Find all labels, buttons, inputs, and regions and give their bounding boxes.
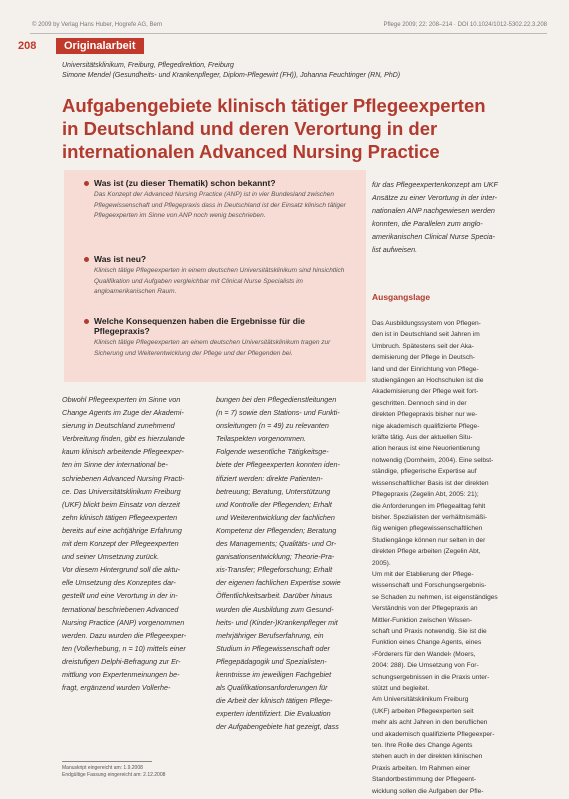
text-line: wissenschaft und Forschungsergebnis-	[372, 582, 487, 590]
text-line: Studium in Pflegewissenschaft oder	[216, 643, 330, 653]
text-line: wurden die Ausbildung zum Gesund-	[216, 604, 334, 614]
text-line: Umbruch. Spätestens seit der Aka-	[372, 342, 474, 350]
text-line: stehen auch in der direkten klinischen	[372, 753, 483, 761]
text-line: bisher. Spezialisten der verhältnismäßi-	[372, 513, 488, 521]
text-line: ten (Vollerhebung, n = 10) mittels einer	[62, 643, 186, 653]
text-line: sierung in Deutschland zunehmend	[62, 421, 175, 431]
text-line: studiengängen an Hochschulen ist die	[372, 377, 484, 385]
text-line: und akademisch qualifizierte Pflegeexper-	[372, 730, 495, 738]
affiliation-line: Universitätsklinikum, Freiburg, Pflegedirektion, Freiburg	[62, 62, 234, 69]
text-line: fragt, ergänzend wurden Vollerhe-	[62, 683, 171, 693]
text-line: werden. Dazu wurden die Pflegeexper-	[62, 630, 187, 640]
text-line: und Kontrolle der Pflegenden; Erhalt	[216, 499, 332, 509]
title-line: in Deutschland und deren Verortung in der	[62, 118, 438, 139]
text-line: Praxis arbeiten. Im Rahmen einer	[372, 764, 471, 772]
text-line: land und der Einrichtung von Pflege-	[372, 365, 479, 373]
text-line: kräfte tätig. Aus der aktuellen Situ-	[372, 434, 473, 442]
abstract-column-middle	[216, 393, 368, 733]
text-line: Pflegepädagogik und Spezialisten-	[216, 656, 327, 666]
running-header-left: © 2009 by Verlag Hans Huber, Hogrefe AG, Bern	[32, 22, 163, 28]
key-point	[84, 254, 356, 298]
text-line: zehn klinisch tätigen Pflegeexperten	[62, 512, 178, 522]
abstract-column-left	[62, 393, 212, 694]
text-line: ternational beschriebenen Advanced	[62, 604, 179, 614]
text-line: Obwohl Pflegeexperten im Sinne von	[62, 395, 181, 404]
text-line: elle Umsetzung des Konzeptes dar-	[62, 578, 176, 588]
key-point-answer: Das Konzept der Advanced Nursing Practice (ANP) ist in vier Bundesland zwischen Pflegewissenschaft und Pflegepraxis dass in Deutschland ist der Einsatz klinisch tätiger Pflegeexperten im Sinne von ANP noch wenig beschrieben.	[94, 191, 346, 219]
text-line: kenntnisse im jeweiligen Fachgebiet	[216, 669, 332, 679]
text-line: (UKF) blickt beim Einsatz von derzeit	[62, 499, 180, 509]
text-line: ten im Sinne der international be-	[62, 460, 168, 470]
text-line: demisierung der Pflege in Deutsch-	[372, 354, 475, 362]
text-line: direkten Pflege arbeiten (Zegelin Abt,	[372, 548, 481, 556]
text-line: Pflegepraxis (Zegelin Abt, 2005: 21);	[372, 491, 479, 499]
text-line: Akademisierung der Pflege weit fort-	[372, 388, 479, 396]
title-line: internationalen Advanced Nursing Practice	[62, 141, 440, 162]
text-line: und Weiterentwicklung der fachlichen	[216, 512, 335, 522]
key-point-question: Welche Konsequenzen haben die Ergebnisse für die Pflegepraxis?	[84, 316, 356, 336]
text-line: dreistufigen Delphi-Befragung zur Er-	[62, 656, 181, 666]
key-point-question: Was ist neu?	[84, 254, 356, 264]
text-line: 2004: 288). Die Umsetzung von For-	[372, 662, 479, 670]
text-line: Öffentlichkeitsarbeit. Darüber hinaus	[216, 591, 333, 601]
running-header-right: Pflege 2009; 22: 208–214 · DOI 10.1024/1012-5302.22.3.208	[383, 22, 547, 28]
text-line: kaum klinisch arbeitende Pflegeexper-	[62, 447, 184, 457]
text-line: Verbreitung finden, gibt es hierzulande	[62, 434, 185, 444]
text-line: Studiengänge können nur selten in der	[372, 536, 486, 544]
text-line: ständige, pflegerische Expertise auf	[372, 468, 477, 476]
text-line: xis-Transfer; Pflegeforschung; Erhalt	[216, 565, 333, 575]
affiliation-line: Simone Mendel (Gesundheits- und Krankenpfleger, Diplom-Pflegewirt (FH)), Johanna Feuchtinger (RN, PhD)	[62, 72, 401, 79]
text-line: amerikanischen Clinical Nurse Specia-	[372, 232, 496, 242]
text-line: 2005).	[372, 559, 391, 567]
key-point-answer: Klinisch tätige Pflegeexperten in einem deutschen Universitätsklinikum sind hinsichtlich Qualifikation und Aufgaben vergleichbar mit Clinical Nurse Specialists im angloamerikanischen Raum.	[94, 267, 345, 295]
text-line: (UKF) arbeiten Pflegeexperten seit	[372, 707, 474, 715]
text-line: Funktion eines Change Agents, eines	[372, 639, 482, 647]
title-line: Aufgabengebiete klinisch tätiger Pflegeexperten	[62, 95, 486, 116]
text-line: Teilaspekten vorgenommen.	[216, 434, 307, 444]
abstract-column-right-top	[372, 178, 540, 257]
text-line: Vor diesem Hintergrund soll die aktu-	[62, 565, 180, 575]
text-line: gestellt und eine Verortung in der in-	[62, 591, 178, 601]
text-line: die Arbeit der klinisch tätigen Pflege-	[216, 696, 333, 706]
text-line: notwendig (Dornheim, 2004). Eine selbst-	[372, 456, 494, 464]
page-number: 208	[18, 40, 37, 52]
text-line: Um mit der Etablierung der Pflege-	[372, 570, 474, 578]
text-line: Ansätze zu einer Verortung in der inter-	[372, 193, 498, 203]
text-line: list aufweisen.	[372, 245, 418, 255]
text-line: und seiner Umsetzung zurück.	[62, 552, 160, 562]
footnote-rule	[62, 761, 152, 762]
footnote: Manuskript eingereicht am: 1.9.2008	[62, 765, 143, 771]
footnotes	[62, 765, 165, 779]
key-point-answer: Klinisch tätige Pflegeexperten an einem deutschen Universitätsklinikum tragen zur Sicherung und Weiterentwicklung der Pflege und der Pflegenden bei.	[94, 339, 331, 357]
text-line: Verständnis von der Pflegepraxis an	[372, 605, 478, 613]
text-line: geschritten. Dennoch sind in der	[372, 399, 467, 407]
text-line: bungen bei den Pflegedienstleitungen	[216, 395, 337, 404]
text-line: konnten, die Parallelen zum anglo-	[372, 219, 483, 229]
text-line: des Managements; Qualitäts- und Or-	[216, 539, 337, 549]
text-line: experten identifiziert. Die Evaluation	[216, 709, 331, 719]
text-line: wissenschaftlicher Basis ist der direkten	[372, 479, 489, 487]
text-line: ßig wenigen pflegewissenschaftlichen	[372, 525, 483, 533]
text-line: den ist in Deutschland seit Jahren im	[372, 331, 480, 339]
text-line: heits- und (Kinder-)Krankenpfleger mit	[216, 617, 338, 627]
section-tag: Originalarbeit	[56, 38, 144, 54]
text-line: ation heraus ist eine Neuorientierung	[372, 445, 480, 453]
text-line: der Aufgabengebiete hat gezeigt, dass	[216, 722, 339, 732]
section-heading: Ausgangslage	[372, 292, 431, 302]
text-line: ten. Ihre Rolle des Change Agents	[372, 742, 473, 750]
key-point	[84, 316, 356, 359]
text-line: onsleitungen (n = 49) zu relevanten	[216, 421, 329, 431]
text-line: Das Ausbildungssystem von Pflegen-	[372, 320, 481, 327]
text-line: stützt und begleitet.	[372, 685, 430, 692]
text-line: Standortbestimmung der Pflegeent-	[372, 776, 477, 784]
text-line: schriebenen Advanced Nursing Practi-	[62, 473, 185, 483]
text-line: Change Agents im Zuge der Akademi-	[62, 408, 184, 418]
text-line: Kompetenz der Pflegenden; Beratung	[216, 525, 337, 535]
footnote: Endgültige Fassung eingereicht am: 2.12.2008	[62, 772, 166, 778]
text-line: betreuung; Beratung, Unterstützung	[216, 486, 331, 496]
text-line: nige akademisch qualifizierte Pflege-	[372, 422, 480, 430]
header-rule	[30, 33, 547, 34]
text-line: die Anforderungen im Pflegealltag fehlt	[372, 502, 486, 510]
text-line: schaft und Praxis notwendig. Sie ist die	[372, 627, 487, 635]
text-line: se Schaden zu nehmen, ist eigenständiges	[372, 593, 498, 601]
text-line: (n = 7) sowie den Stations- und Funkti-	[216, 408, 340, 418]
text-line: biete der Pflegeexperten konnten iden-	[216, 460, 340, 470]
key-point-question: Was ist (zu dieser Thematik) schon bekannt?	[84, 178, 356, 188]
text-line: ganisationsentwicklung; Theorie-Pra-	[216, 552, 335, 562]
text-line: der eigenen fachlichen Expertise sowie	[216, 578, 341, 588]
text-line: Folgende wesentliche Tätigkeitsge-	[216, 447, 329, 457]
text-line: Nursing Practice (ANP) vorgenommen	[62, 617, 185, 627]
text-line: bereits auf eine achtjährige Erfahrung	[62, 525, 182, 535]
text-line: Am Universitätsklinikum Freiburg	[372, 696, 469, 704]
text-line: ›Förderers für den Wandel‹ (Moers,	[372, 650, 476, 658]
body-column-right	[372, 318, 540, 797]
text-line: mittlung von Expertenmeinungen be-	[62, 669, 180, 679]
text-line: mit dem Konzept der Pflegeexperten	[62, 539, 179, 549]
text-line: nationalen ANP nachgewiesen werden	[372, 206, 495, 216]
text-line: für das Pflegeexpertenkonzept am UKF	[372, 180, 498, 189]
text-line: als Qualifikationsanforderungen für	[216, 683, 328, 693]
text-line: mehrjähriger Berufserfahrung, ein	[216, 630, 324, 640]
article-title	[62, 94, 542, 163]
text-line: schungsergebnissen in die Praxis unter-	[372, 673, 490, 681]
text-line: tifiziert werden: direkte Patienten-	[216, 473, 323, 483]
key-point	[84, 178, 356, 222]
text-line: direkten Pflegepraxis bisher nur we-	[372, 411, 478, 419]
key-points-box	[64, 170, 366, 382]
text-line: Mittler-Funktion zwischen Wissen-	[372, 616, 473, 624]
text-line: wicklung sollen die Aufgaben der Pfle-	[372, 787, 484, 795]
text-line: ce. Das Universitätsklinikum Freiburg	[62, 486, 181, 496]
text-line: mehr als acht Jahren in den beruflichen	[372, 719, 488, 727]
